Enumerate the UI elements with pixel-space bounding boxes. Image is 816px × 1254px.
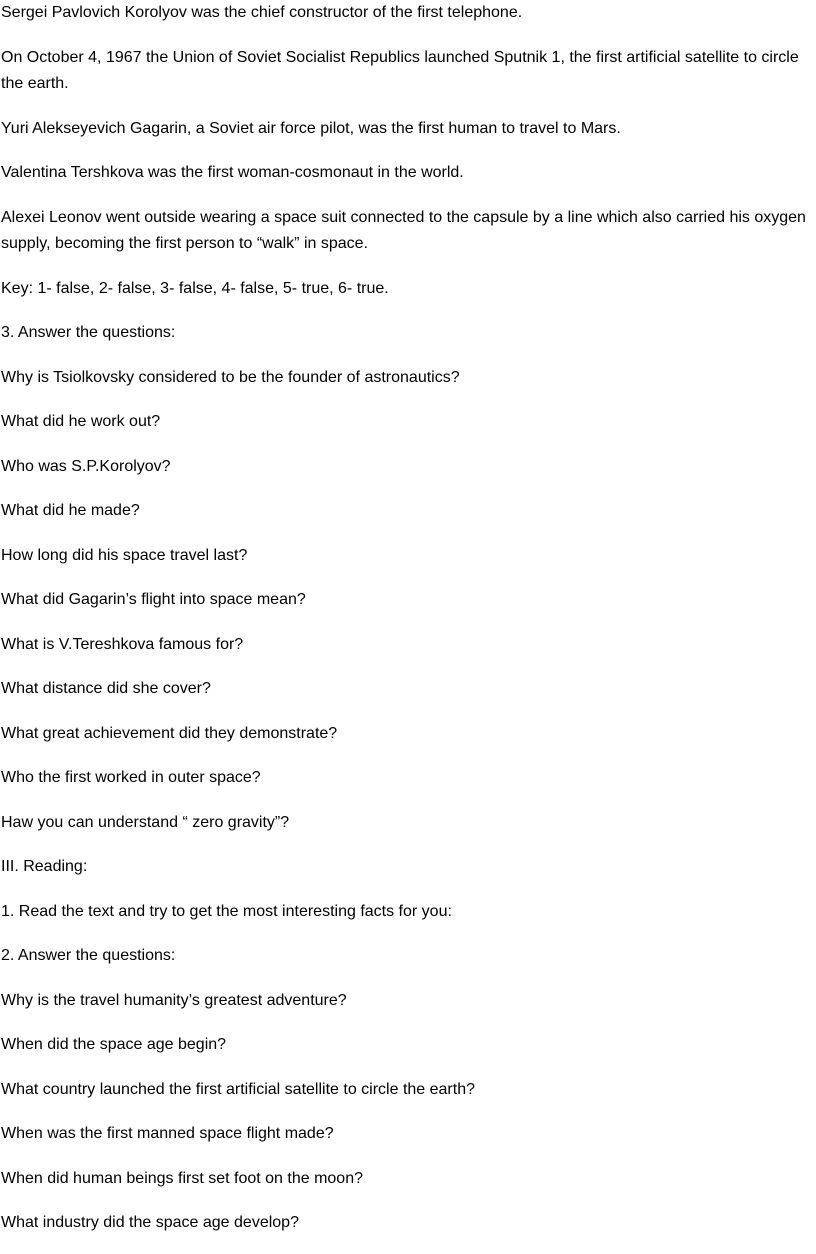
question-item: What did he made? (1, 502, 140, 519)
question-item: Why is the travel humanity’s greatest adventure? (1, 991, 347, 1009)
answer-key: Key: 1- false, 2- false, 3- false, 4- false, 5- true, 6- true. (1, 279, 389, 297)
statement-korolyov: Sergei Pavlovich Korolyov was the chief constructor of the first telephone. (1, 4, 523, 21)
task-instruction: 1. Read the text and try to get the most interesting facts for you: (1, 902, 452, 920)
question-item: What distance did she cover? (1, 680, 211, 697)
question-item: What industry did the space age develop? (1, 1214, 299, 1231)
statement-leonov: Alexei Leonov went outside wearing a space suit connected to the capsule by a line which also carried his oxygen supply, becoming the first person to “walk” in space. (1, 208, 806, 252)
question-item: What did Gagarin’s flight into space mean? (1, 591, 306, 608)
question-item: What is V.Tereshkova famous for? (1, 635, 244, 653)
question-item: Who was S.P.Korolyov? (1, 457, 171, 475)
question-item: When was the first manned space flight made? (1, 1125, 334, 1142)
question-item: What did he work out? (1, 413, 161, 430)
question-item: How long did his space travel last? (1, 546, 248, 564)
question-item: Haw you can understand “ zero gravity”? (1, 813, 290, 831)
question-item: Why is Tsiolkovsky considered to be the founder of astronautics? (1, 368, 460, 386)
statement-gagarin: Yuri Alekseyevich Gagarin, a Soviet air force pilot, was the first human to travel to Mars. (1, 119, 621, 137)
section-heading-answer-questions: 3. Answer the questions: (1, 324, 176, 341)
statement-sputnik: On October 4, 1967 the Union of Soviet Socialist Republics launched Sputnik 1, the first artificial satellite to circle the earth. (1, 48, 799, 92)
question-item: When did human beings first set foot on the moon? (1, 1169, 363, 1187)
question-item: When did the space age begin? (1, 1036, 227, 1053)
question-item: What great achievement did they demonstrate? (1, 724, 338, 742)
question-item: Who the first worked in outer space? (1, 769, 261, 786)
statement-tereshkova: Valentina Tershkova was the first woman-cosmonaut in the world. (1, 164, 464, 181)
task-instruction: 2. Answer the questions: (1, 947, 176, 964)
section-heading-reading: III. Reading: (1, 858, 88, 875)
question-item: What country launched the first artificial satellite to circle the earth? (1, 1080, 475, 1098)
